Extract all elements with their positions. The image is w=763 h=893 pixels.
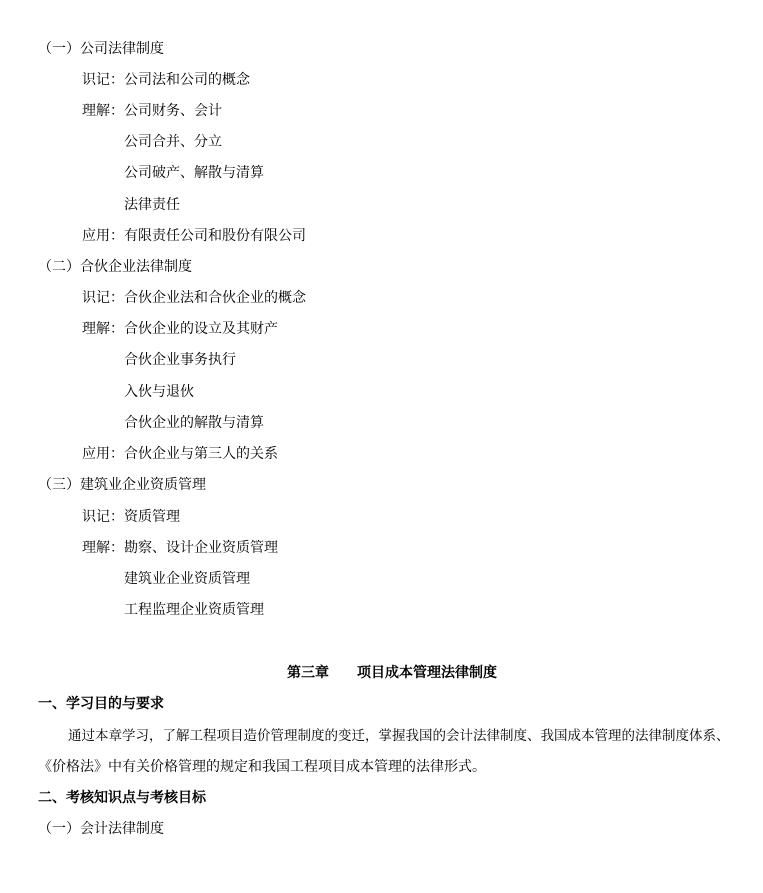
section-2-understand-4: 合伙企业的解散与清算 [124, 415, 264, 431]
chapter-number: 第三章 [287, 665, 329, 681]
part-1-paragraph-line-2: 《价格法》中有关价格管理的规定和我国工程项目成本管理的法律形式。 [38, 759, 486, 775]
section-2-recall: 识记：合伙企业法和合伙企业的概念 [82, 290, 306, 306]
section-3-understand-3: 工程监理企业资质管理 [124, 602, 264, 618]
section-3-recall: 识记：资质管理 [82, 509, 180, 525]
section-1-understand-2: 公司合并、分立 [124, 134, 222, 150]
section-2-understand-2: 合伙企业事务执行 [124, 352, 236, 368]
part-1-paragraph-line-1: 通过本章学习，了解工程项目造价管理制度的变迁，掌握我国的会计法律制度、我国成本管理的法律制度体系、 [68, 728, 730, 744]
section-2-understand-1: 理解：合伙企业的设立及其财产 [82, 321, 278, 337]
section-2-title: （二）合伙企业法律制度 [38, 259, 192, 275]
section-3-title: （三）建筑业企业资质管理 [38, 477, 206, 493]
section-1-understand-4: 法律责任 [124, 197, 180, 213]
section-1-recall: 识记：公司法和公司的概念 [82, 72, 250, 88]
part-1-heading: 一、学习目的与要求 [38, 696, 164, 712]
section-1-title: （一）公司法律制度 [38, 41, 164, 57]
section-2-understand-3: 入伙与退伙 [124, 384, 194, 400]
section-2-apply: 应用：合伙企业与第三人的关系 [82, 446, 278, 462]
part-2-heading: 二、考核知识点与考核目标 [38, 790, 206, 806]
section-1-understand-1: 理解：公司财务、会计 [82, 103, 222, 119]
section-1-apply: 应用：有限责任公司和股份有限公司 [82, 228, 306, 244]
section-3-understand-1: 理解：勘察、设计企业资质管理 [82, 540, 278, 556]
chapter-title: 项目成本管理法律制度 [357, 665, 497, 681]
section-1-understand-3: 公司破产、解散与清算 [124, 165, 264, 181]
section-3-understand-2: 建筑业企业资质管理 [124, 571, 250, 587]
part-2-subsection-1: （一）会计法律制度 [38, 821, 164, 837]
